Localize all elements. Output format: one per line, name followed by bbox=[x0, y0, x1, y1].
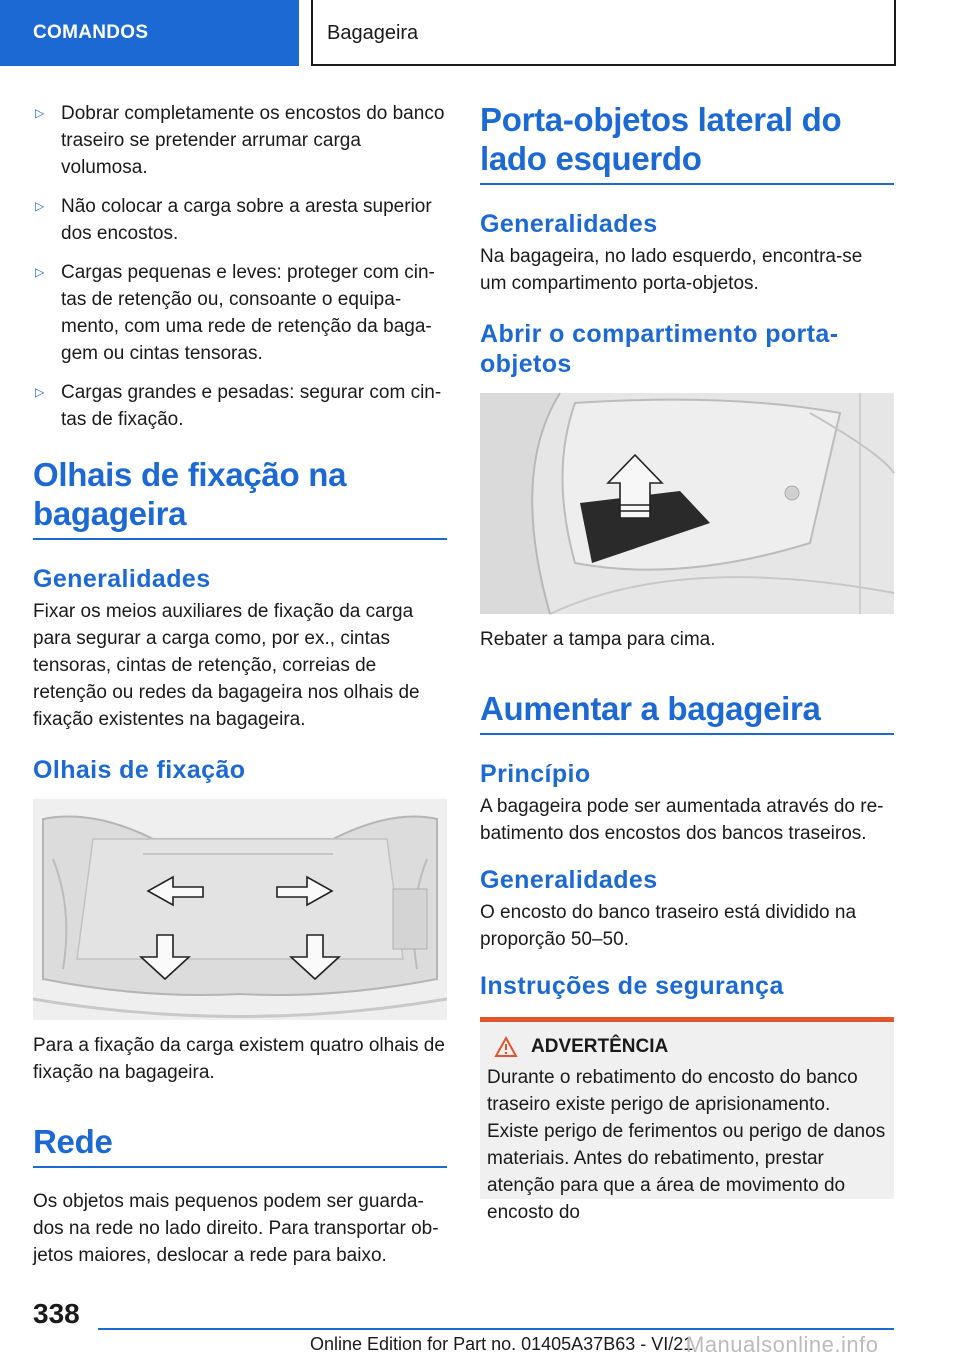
right-column bbox=[480, 100, 894, 1223]
warning-triangle-icon bbox=[495, 1037, 517, 1057]
list-item: ▷ Cargas pequenas e leves: proteger com cintas de retenção ou, consoante o equipamento, com uma rede de retenção da bagagem ou cintas tensoras. bbox=[35, 262, 435, 364]
paragraph-general-enlarge: O encosto do banco traseiro está dividido na proporção 50–50. bbox=[480, 902, 857, 950]
triangle-bullet-icon: ▷ bbox=[35, 199, 45, 213]
page-number: 338 bbox=[33, 1298, 80, 1329]
bullet-list bbox=[33, 100, 447, 433]
paragraph-general-tray: Na bagageira, no lado esquerdo, encontra-se um compartimento porta-objetos. bbox=[480, 246, 863, 294]
triangle-bullet-icon: ▷ bbox=[35, 106, 45, 120]
subheading-open: Abrir o compartimento porta-objetos bbox=[480, 320, 839, 378]
triangle-bullet-icon: ▷ bbox=[35, 265, 45, 279]
subheading-eyes: Olhais de fixação bbox=[33, 756, 246, 784]
trunk-anchors-illustration bbox=[33, 799, 447, 1020]
section-title-tray: Porta-objetos lateral do lado esquerdo bbox=[480, 100, 894, 185]
section-tab: COMANDOS bbox=[0, 0, 299, 66]
figure-caption-anchors: Para a fixação da carga existem quatro olhais de fixação na bagageira. bbox=[33, 1035, 445, 1083]
section-title-enlarge: Aumentar a bagageira bbox=[480, 689, 894, 735]
subheading-general-tray: Generalidades bbox=[480, 210, 658, 238]
warning-box bbox=[480, 1017, 894, 1223]
subheading-general-enlarge: Generalidades bbox=[480, 866, 658, 894]
paragraph-principle: A bagageira pode ser aumentada através do rebatimento dos encostos dos bancos traseiros. bbox=[480, 796, 884, 844]
list-item: ▷ Dobrar completamente os encostos do banco traseiro se pretender arrumar carga volumosa. bbox=[35, 103, 445, 178]
section-title-anchors: Olhais de fixação na bagageira bbox=[33, 455, 447, 540]
paragraph-general: Fixar os meios auxiliares de fixação da carga para segurar a carga como, por ex., cintas tensoras, cintas de retenção, correias de retenção ou redes da bagageira nos olhais de fixação existentes na bagageira. bbox=[33, 601, 420, 730]
list-item: ▷ Cargas grandes e pesadas: segurar com cintas de fixação. bbox=[35, 382, 442, 430]
footer-divider bbox=[98, 1328, 894, 1330]
figure-caption-tray: Rebater a tampa para cima. bbox=[480, 629, 716, 650]
section-title-net: Rede bbox=[33, 1122, 447, 1168]
watermark: Manualsonline.info bbox=[686, 1332, 879, 1357]
chapter-title: Bagageira bbox=[311, 0, 896, 66]
subheading-general: Generalidades bbox=[33, 565, 211, 593]
subheading-safety: Instruções de segurança bbox=[480, 972, 784, 1000]
list-item: ▷ Não colocar a carga sobre a aresta superior dos encostos. bbox=[35, 196, 432, 244]
footer-edition: Online Edition for Part no. 01405A37B63 - VI/21 bbox=[310, 1334, 694, 1354]
subheading-principle: Princípio bbox=[480, 760, 591, 788]
left-column bbox=[33, 100, 447, 1269]
triangle-bullet-icon: ▷ bbox=[35, 385, 45, 399]
paragraph-net: Os objetos mais pequenos podem ser guardados na rede no lado direito. Para transportar objetos maiores, deslocar a rede para baixo. bbox=[33, 1191, 439, 1266]
warning-label: ADVERTÊNCIA bbox=[531, 1036, 669, 1057]
warning-text: Durante o rebatimento do encosto do banco traseiro existe perigo de aprisionamento. Existe perigo de ferimentos ou perigo de danos materiais. Antes do rebatimento, prestar atenção para que a área de movimento do encosto do bbox=[487, 1067, 886, 1223]
side-tray-illustration bbox=[480, 393, 894, 614]
